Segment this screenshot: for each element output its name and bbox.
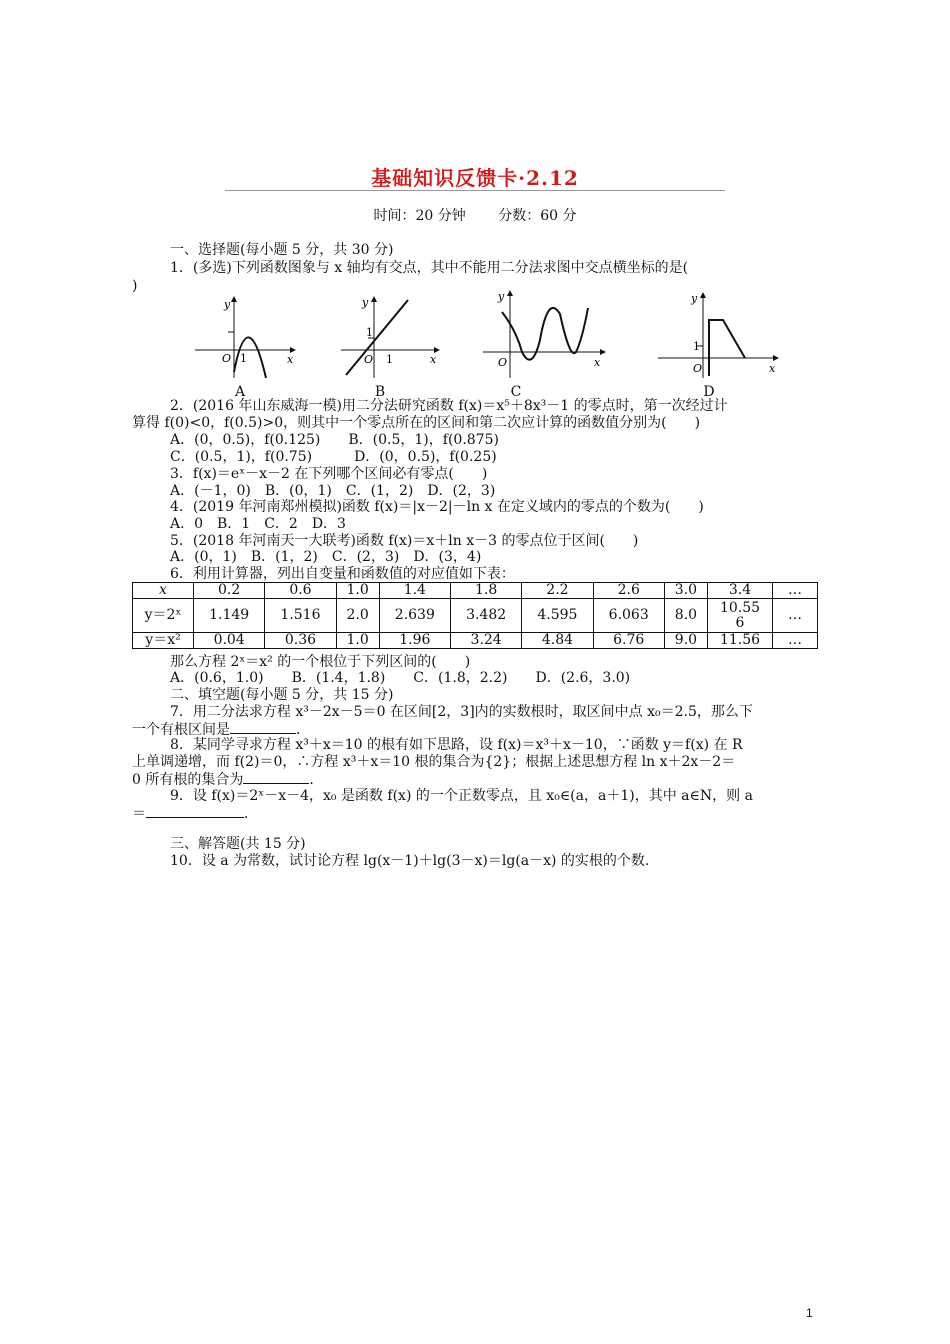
answer-blank-8 [243,771,309,784]
figure-b [336,290,446,400]
table-cell: 3.0 [664,583,707,599]
question-7-end: ． [296,722,310,738]
page-title: 基础知识反馈卡·2.12 [371,166,579,190]
time-score-line [0,205,950,225]
section-1-heading: 一、选择题(每小题 5 分，共 30 分) [170,242,394,258]
section-2-heading: 二、填空题(每小题 5 分，共 15 分) [170,687,394,703]
table-cell: 1.0 [336,583,379,599]
table-cell: 0.36 [265,633,336,649]
table-row [133,599,818,633]
table-cell: 8.0 [664,599,707,633]
figure-d [655,290,785,400]
table-cell: y＝2ˣ [133,599,194,633]
question-9-end: ． [244,806,258,822]
figure-c-graph [480,290,610,380]
page-number: 1 [806,1306,813,1320]
figure-a-one-label: 1 [240,352,247,365]
figure-c [480,290,610,400]
table-cell: 9.0 [664,633,707,649]
question-3-stem: 3．f(x)＝eˣ－x－2 在下列哪个区间必有零点( ) [170,466,488,482]
table-cell: 1.96 [379,633,450,649]
figure-b-one-y-label: 1 [366,326,373,339]
question-1-line-2: ) [132,278,138,294]
table-cell: 6.76 [593,633,664,649]
question-6-stem: 6．利用计算器，列出自变量和函数值的对应值如下表： [170,566,515,582]
figure-d-one-label: 1 [693,340,700,353]
figure-a-caption: A [234,384,246,400]
question-1-figures [190,290,790,400]
question-5-options: A．(0，1) B．(1，2) C．(2，3) D．(3，4) [170,549,482,565]
table-cell: x [133,583,194,599]
table-row [133,583,818,599]
table-cell: 0.04 [194,633,265,649]
figure-a-origin-label: O [222,352,232,365]
question-1-line-1: 1．(多选)下列函数图象与 x 轴均有交点，其中不能用二分法求图中交点横坐标的是( [170,260,689,276]
figure-d-origin-label: O [693,362,703,375]
question-8-text: 0 所有根的集合为 [132,772,244,788]
table-cell: … [773,633,818,649]
total-score: 分数：60 分 [498,208,577,224]
figure-d-x-label: x [769,362,776,375]
time-limit: 时间：20 分钟 [373,208,466,224]
table-row [133,633,818,649]
question-7-line-1: 7．用二分法求方程 x³－2x－5＝0 在区间[2，3]内的实数根时，取区间中点 x₀＝2.5，那么下 [170,704,753,720]
question-9-text: ＝ [132,806,146,822]
table-cell: 4.595 [522,599,593,633]
question-8-end: ． [309,772,324,788]
table-cell: 10.55 6 [708,599,773,633]
question-8-line-3 [132,771,323,788]
figure-b-caption: B [374,384,386,400]
question-7-text: 一个有根区间是 [132,722,230,738]
title-divider [225,190,725,191]
table-cell: 1.4 [379,583,450,599]
figure-c-y-label: y [498,290,505,303]
question-2-options-cd: C．(0.5，1)，f(0.75) D．(0，0.5)，f(0.25) [170,449,497,465]
question-4-stem: 4．(2019 年河南郑州模拟)函数 f(x)＝|x－2|－ln x 在定义域内的零点的个数为( ) [170,499,704,515]
figure-b-one-x-label: 1 [386,353,393,366]
question-7-line-2 [132,721,310,738]
table-cell: y＝x² [133,633,194,649]
question-9-line-2 [132,805,258,822]
table-cell: 3.24 [450,633,521,649]
figure-c-caption: C [510,384,522,400]
question-2-options-ab: A．(0，0.5)，f(0.125) B．(0.5，1)，f(0.875) [170,432,499,448]
question-4-options: A．0 B．1 C．2 D．3 [170,516,346,532]
table-cell: … [773,599,818,633]
question-8-line-1: 8．某同学寻求方程 x³＋x＝10 的根有如下思路，设 f(x)＝x³＋x－10，∵函数 y＝f(x) 在 R [170,737,743,753]
table-cell: 2.2 [522,583,593,599]
table-cell: 3.482 [450,599,521,633]
table-cell: 1.0 [336,633,379,649]
figure-a-x-label: x [287,353,294,366]
table-cell: 1.149 [194,599,265,633]
question-5-stem: 5．(2018 年河南天一大联考)函数 f(x)＝x＋ln x－3 的零点位于区间( ) [170,533,639,549]
table-cell: 2.0 [336,599,379,633]
figure-c-x-label: x [594,356,601,369]
table-cell: 4.84 [522,633,593,649]
table-cell: 11.56 [708,633,773,649]
question-2-line-2: 算得 f(0)<0，f(0.5)>0，则其中一个零点所在的区间和第二次应计算的函数值分别为( ) [132,415,701,431]
question-6-options: A．(0.6，1.0) B．(1.4，1.8) C．(1.8，2.2) D．(2.6，3.0) [170,670,631,686]
table-cell: 2.639 [379,599,450,633]
figure-a [190,290,300,400]
figure-d-caption: D [703,384,715,400]
section-3-heading: 三、解答题(共 15 分) [170,836,306,852]
table-cell: 1.8 [450,583,521,599]
figure-d-y-label: y [691,292,698,305]
table-cell: 0.6 [265,583,336,599]
figure-a-y-label: y [224,298,231,311]
table-cell: 3.4 [708,583,773,599]
figure-b-origin-label: O [364,353,374,366]
table-cell: 0.2 [194,583,265,599]
question-3-options: A．(－1，0) B．(0，1) C．(1，2) D．(2，3) [170,483,496,499]
figure-c-origin-label: O [498,356,508,369]
table-cell: 2.6 [593,583,664,599]
figure-b-graph [336,290,446,380]
figure-b-x-label: x [430,353,437,366]
figure-a-graph [190,290,300,380]
answer-blank-9 [146,805,244,818]
question-8-line-2: 上单调递增，而 f(2)＝0，∴方程 x³＋x＝10 根的集合为{2}；根据上述思想方程 ln x＋2x－2＝ [132,754,736,770]
question-10-stem: 10．设 a 为常数，试讨论方程 lg(x－1)＋lg(3－x)＝lg(a－x) 的实根的个数. [170,853,650,869]
question-9-line-1: 9．设 f(x)＝2ˣ－x－4，x₀ 是函数 f(x) 的一个正数零点，且 x₀∈(a，a＋1)，其中 a∈N，则 a [170,788,753,804]
figure-d-graph [655,290,785,380]
value-table [132,582,818,649]
answer-blank-7 [230,721,296,734]
question-2-line-1: 2．(2016 年山东威海一模)用二分法研究函数 f(x)＝x⁵＋8x³－1 的零点时，第一次经过计 [170,398,728,414]
table-cell: 6.063 [593,599,664,633]
question-6-conclusion: 那么方程 2ˣ＝x² 的一个根位于下列区间的( ) [170,654,471,670]
figure-b-y-label: y [362,296,369,309]
table-cell: 1.516 [265,599,336,633]
table-cell: … [773,583,818,599]
